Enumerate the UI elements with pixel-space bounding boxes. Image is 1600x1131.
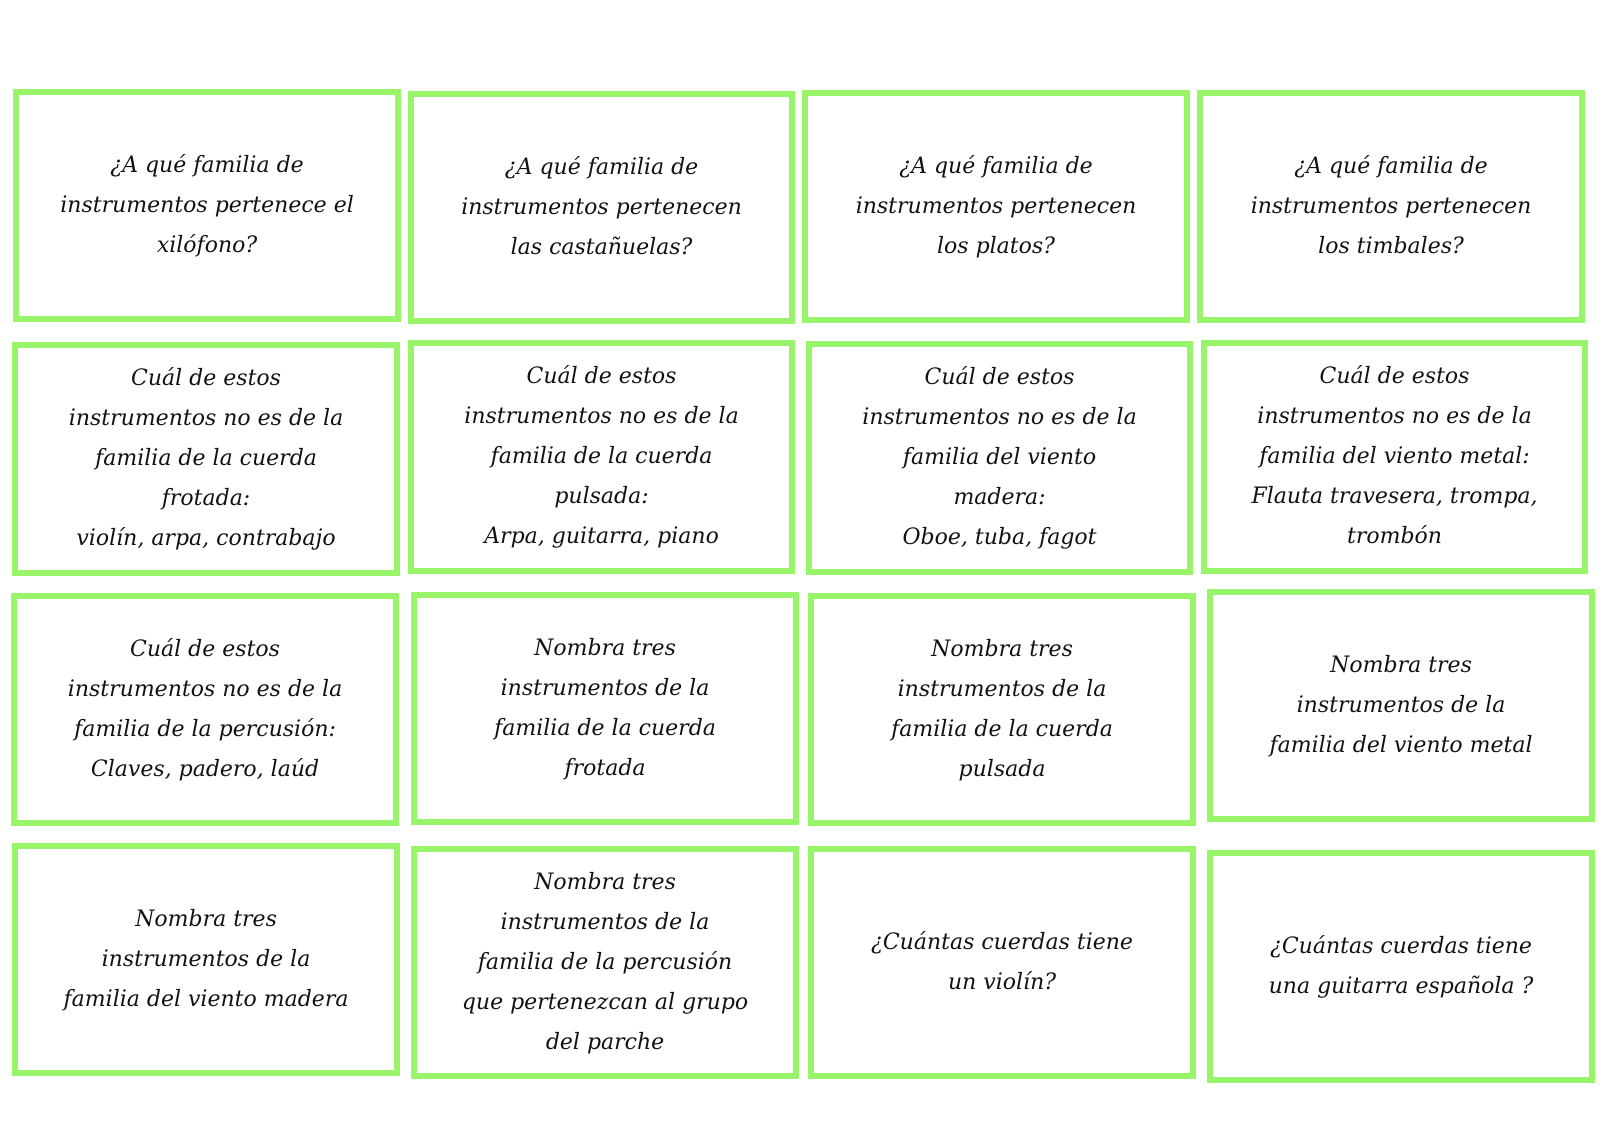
card-line: Nombra tres: [1330, 652, 1472, 678]
card-text: [456, 357, 746, 557]
card-text: [486, 629, 724, 789]
card-line: Cuál de estos: [131, 366, 281, 391]
card-text: [854, 358, 1144, 558]
question-card: [802, 90, 1190, 323]
card-text: [1261, 646, 1540, 766]
card-line: los platos?: [937, 233, 1055, 259]
question-card: [13, 89, 401, 322]
card-line: frotada:: [161, 486, 251, 511]
card-line: instrumentos no es de la: [862, 405, 1137, 430]
card-line: Cuál de estos: [1319, 364, 1470, 389]
question-card: [1197, 90, 1585, 323]
question-card: [806, 341, 1193, 575]
card-text: [863, 923, 1141, 1003]
card-line: un violín?: [947, 969, 1057, 995]
card-line: instrumentos pertenecen: [1250, 193, 1532, 219]
question-card: [1207, 850, 1595, 1083]
question-card: [408, 340, 795, 574]
card-line: las castañuelas?: [510, 234, 693, 260]
card-line: instrumentos de la: [1296, 692, 1506, 718]
question-card: [1201, 340, 1588, 574]
question-card: [1207, 589, 1595, 822]
card-line: xilófono?: [156, 232, 258, 258]
card-line: instrumentos no es de la: [68, 406, 344, 431]
card-text: [1243, 357, 1545, 557]
card-line: del parche: [545, 1029, 665, 1055]
card-line: Cuál de estos: [526, 364, 677, 389]
card-line: trombón: [1347, 524, 1442, 549]
card-line: familia del viento metal:: [1259, 444, 1530, 469]
card-line: Claves, padero, laúd: [90, 756, 320, 782]
card-line: familia de la cuerda: [494, 715, 716, 741]
card-line: instrumentos de la: [500, 909, 710, 935]
card-line: instrumentos no es de la: [464, 404, 739, 429]
card-text: [56, 900, 357, 1020]
question-card: [408, 91, 795, 324]
card-line: familia del viento metal: [1269, 732, 1533, 758]
card-line: instrumentos no es de la: [67, 676, 343, 702]
card-line: familia de la cuerda: [891, 716, 1113, 742]
card-text: [883, 630, 1121, 790]
card-text: [453, 148, 750, 268]
card-line: Nombra tres: [931, 636, 1073, 662]
card-line: familia de la percusión:: [74, 716, 336, 742]
card-line: Nombra tres: [534, 635, 676, 661]
card-line: Cuál de estos: [924, 365, 1075, 390]
card-line: familia de la cuerda: [95, 446, 317, 471]
card-line: familia de la cuerda: [490, 444, 713, 469]
question-card: [11, 593, 399, 826]
card-line: Oboe, tuba, fagot: [902, 525, 1097, 550]
card-line: ¿Cuántas cuerdas tiene: [871, 929, 1133, 955]
card-text: [454, 863, 756, 1063]
card-line: pulsada:: [554, 484, 649, 509]
card-text: [60, 630, 350, 790]
card-line: instrumentos pertenecen: [855, 193, 1137, 219]
card-line: Nombra tres: [534, 869, 676, 895]
card-line: instrumentos pertenecen: [461, 194, 742, 220]
card-line: Cuál de estos: [130, 636, 280, 662]
card-line: ¿A qué familia de: [110, 152, 304, 178]
question-card: [411, 846, 799, 1079]
card-line: que pertenezcan al grupo: [461, 989, 749, 1015]
card-line: instrumentos pertenece el: [60, 192, 354, 218]
question-card: [12, 843, 400, 1076]
card-line: instrumentos de la: [897, 676, 1107, 702]
card-text: [61, 359, 351, 559]
card-line: ¿A qué familia de: [899, 153, 1093, 179]
card-text: [848, 147, 1145, 267]
card-line: frotada: [564, 755, 646, 781]
question-card: [808, 593, 1196, 826]
card-line: familia de la percusión: [477, 949, 733, 975]
card-line: familia del viento: [902, 445, 1097, 470]
card-line: ¿A qué familia de: [1294, 153, 1488, 179]
card-text: [1243, 147, 1540, 267]
card-line: Flauta travesera, trompa,: [1251, 484, 1538, 509]
card-text: [52, 146, 362, 266]
card-line: madera:: [953, 485, 1046, 510]
card-line: los timbales?: [1318, 233, 1464, 259]
card-text: [1261, 927, 1542, 1007]
card-line: una guitarra española ?: [1268, 973, 1534, 999]
card-line: Arpa, guitarra, piano: [484, 524, 719, 549]
question-card: [808, 846, 1196, 1079]
card-line: pulsada: [958, 756, 1046, 782]
question-card: [411, 592, 799, 825]
card-line: Nombra tres: [135, 906, 277, 932]
card-line: instrumentos de la: [500, 675, 710, 701]
card-line: familia del viento madera: [63, 986, 349, 1012]
card-line: ¿A qué familia de: [504, 154, 699, 180]
card-line: violín, arpa, contrabajo: [76, 526, 336, 551]
card-line: instrumentos no es de la: [1257, 404, 1532, 429]
question-card: [12, 342, 400, 576]
card-line: instrumentos de la: [101, 946, 311, 972]
card-line: ¿Cuántas cuerdas tiene: [1270, 933, 1532, 959]
